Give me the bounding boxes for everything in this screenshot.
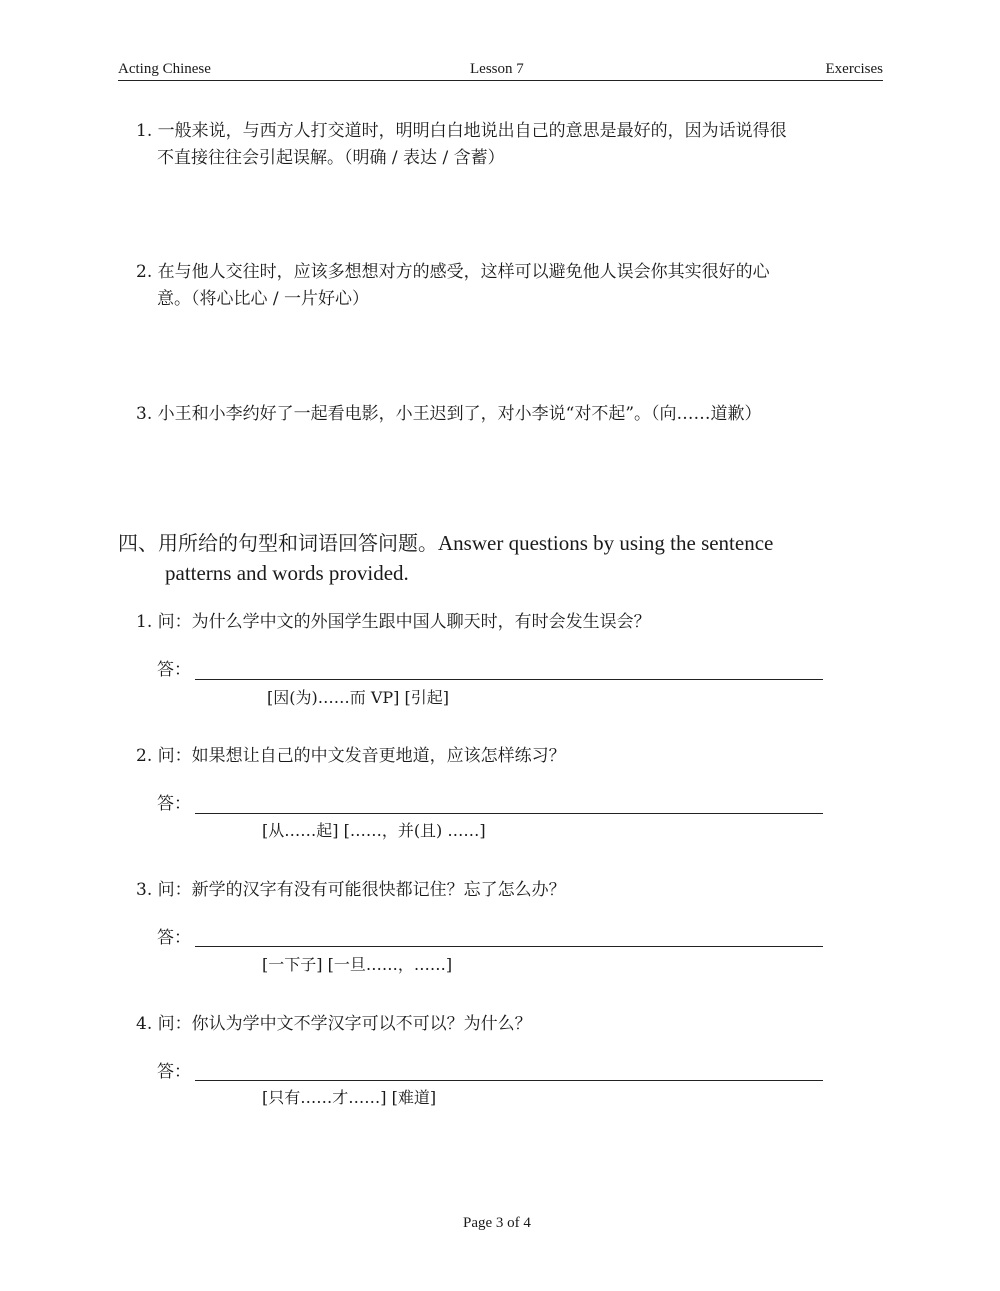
section-4-title-line-1 bbox=[118, 528, 773, 558]
sentence-2-line-1: 2. 在与他人交往时，应该多想想对方的感受，这样可以避免他人误会你其实很好的心 bbox=[136, 262, 770, 282]
answer-line-3[interactable] bbox=[195, 946, 823, 947]
answer-line-4[interactable] bbox=[195, 1080, 823, 1081]
question-1: 1. 问：为什么学中文的外国学生跟中国人聊天时，有时会发生误会？ bbox=[136, 612, 651, 632]
section-4-title-cn: 四、用所给的句型和词语回答问题。 bbox=[118, 531, 438, 555]
sentence-1-line-2: 不直接往往会引起误解。（明确 / 表达 / 含蓄） bbox=[157, 148, 505, 168]
section-4-title-en-2: patterns and words provided. bbox=[165, 561, 409, 585]
header-right: Exercises bbox=[825, 61, 883, 77]
answer-line-2[interactable] bbox=[195, 813, 823, 814]
patterns-2: [从……起] [……，并(且) ……] bbox=[262, 821, 486, 840]
sentence-1-line-1: 1. 一般来说，与西方人打交道时，明明白白地说出自己的意思是最好的，因为话说得很 bbox=[136, 121, 787, 141]
question-3: 3. 问：新学的汉字有没有可能很快都记住？忘了怎么办？ bbox=[136, 880, 566, 900]
question-4: 4. 问：你认为学中文不学汉字可以不可以？为什么？ bbox=[136, 1014, 532, 1034]
answer-label-3: 答： bbox=[157, 928, 191, 948]
sentence-3: 3. 小王和小李约好了一起看电影，小王迟到了，对小李说“对不起”。（向……道歉） bbox=[136, 404, 762, 424]
patterns-1: [因(为)……而 VP] [引起] bbox=[267, 688, 449, 707]
header-center: Lesson 7 bbox=[470, 61, 524, 77]
section-4-title-line-2 bbox=[165, 558, 409, 588]
patterns-3: [一下子] [一旦……，……] bbox=[262, 955, 453, 974]
header-left: Acting Chinese bbox=[118, 61, 211, 77]
answer-label-4: 答： bbox=[157, 1062, 191, 1082]
answer-label-1: 答： bbox=[157, 660, 191, 680]
patterns-4: [只有……才……] [难道] bbox=[262, 1088, 437, 1107]
page-number: Page 3 of 4 bbox=[463, 1215, 531, 1231]
header-rule bbox=[118, 80, 883, 81]
question-2: 2. 问：如果想让自己的中文发音更地道，应该怎样练习？ bbox=[136, 746, 566, 766]
sentence-2-line-2: 意。（将心比心 / 一片好心） bbox=[157, 289, 370, 309]
section-4-title-en: Answer questions by using the sentence bbox=[438, 531, 774, 555]
answer-label-2: 答： bbox=[157, 794, 191, 814]
answer-line-1[interactable] bbox=[195, 679, 823, 680]
